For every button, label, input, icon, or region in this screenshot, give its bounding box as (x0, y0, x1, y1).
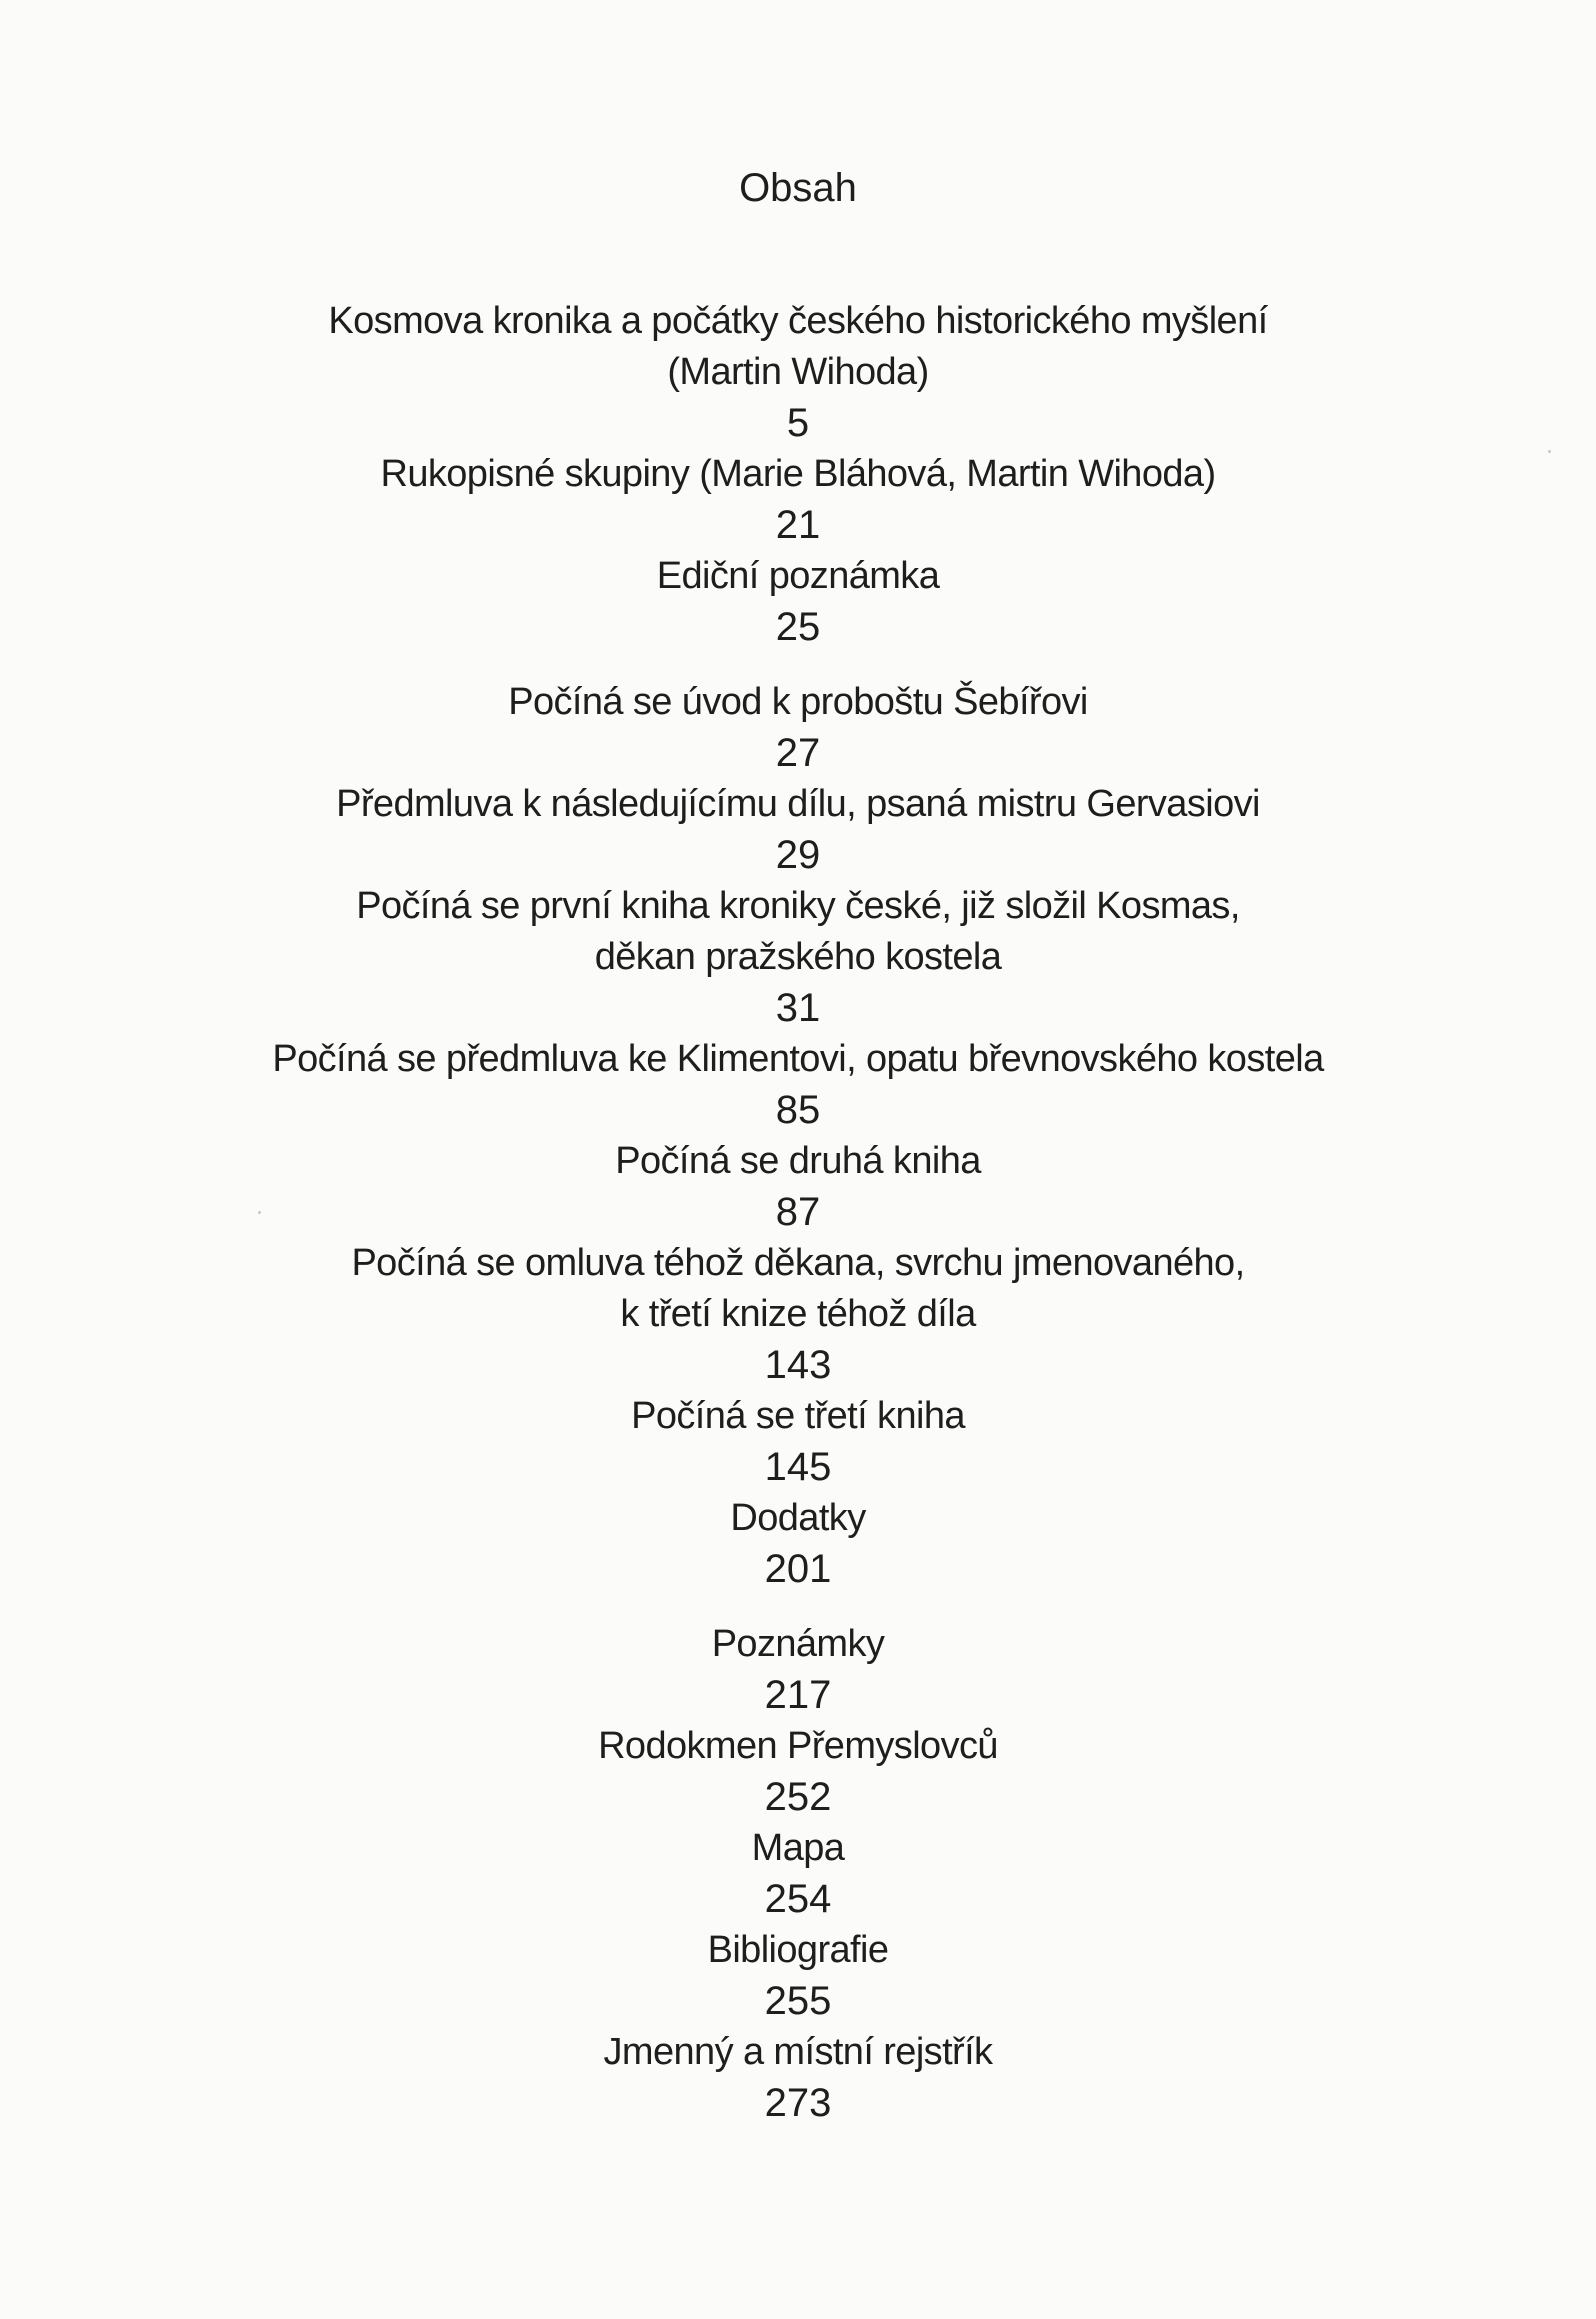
toc-entry-title: Počíná se druhá kniha (615, 1140, 981, 1182)
toc-entry (0, 296, 1596, 449)
toc-entry (0, 1493, 1596, 1595)
toc-entry-title: Bibliografie (707, 1929, 889, 1971)
toc-entry-page: 217 (764, 1673, 832, 1717)
toc-entry-page: 143 (764, 1343, 832, 1387)
toc-entry-page: 29 (775, 833, 821, 877)
toc-entry-page: 254 (764, 1877, 832, 1921)
toc-entry-title: Poznámky (711, 1623, 885, 1665)
toc-entry-title: Počíná se omluva téhož děkana, svrchu jmenovaného, k třetí knize téhož díla (351, 1242, 1245, 1335)
toc-entry-page: 273 (764, 2081, 832, 2125)
toc-entry-page: 5 (786, 401, 810, 445)
toc-entry-page: 31 (775, 986, 821, 1030)
toc-entry-page: 27 (775, 731, 821, 775)
toc-entry (0, 551, 1596, 653)
toc-entry-title: Dodatky (730, 1497, 866, 1539)
toc-entry (0, 1925, 1596, 2027)
toc-entry-title: Mapa (751, 1827, 845, 1869)
toc-entry (0, 449, 1596, 551)
toc-entry-page: 87 (775, 1190, 821, 1234)
toc-entry-title: Kosmova kronika a počátky českého historického myšlení (Martin Wihoda) (328, 300, 1268, 393)
toc-entry (0, 1823, 1596, 1925)
toc-entry-page: 201 (764, 1547, 832, 1591)
toc-entry (0, 1034, 1596, 1136)
toc-entry (0, 1238, 1596, 1391)
toc-entry (0, 677, 1596, 779)
toc-entry (0, 1391, 1596, 1493)
toc-entry-title: Rodokmen Přemyslovců (598, 1725, 998, 1767)
paper-speck (1548, 450, 1551, 453)
toc-entry-title: Počíná se první kniha kroniky české, již složil Kosmas, děkan pražského kostela (356, 885, 1240, 978)
toc-entry-title: Počíná se úvod k proboštu Šebířovi (508, 681, 1088, 723)
toc-entry-title: Ediční poznámka (656, 555, 940, 597)
toc-entry (0, 2027, 1596, 2129)
toc-entry-title: Předmluva k následujícímu dílu, psaná mistru Gervasiovi (336, 783, 1260, 825)
toc-entry-title: Počíná se třetí kniha (631, 1395, 965, 1437)
page-title: Obsah (739, 166, 857, 210)
toc-entry-title: Rukopisné skupiny (Marie Bláhová, Martin Wihoda) (380, 453, 1216, 495)
toc-entry (0, 779, 1596, 881)
toc-entry (0, 1136, 1596, 1238)
toc-entry-page: 255 (764, 1979, 832, 2023)
toc-entry-title: Počíná se předmluva ke Klimentovi, opatu břevnovského kostela (272, 1038, 1324, 1080)
table-of-contents (0, 272, 1596, 2129)
toc-entry (0, 1619, 1596, 1721)
toc-entry-page: 85 (775, 1088, 821, 1132)
toc-entry-page: 145 (764, 1445, 832, 1489)
toc-entry-page: 21 (775, 503, 821, 547)
toc-entry (0, 881, 1596, 1034)
toc-entry-page: 252 (764, 1775, 832, 1819)
toc-entry (0, 1721, 1596, 1823)
toc-entry-page: 25 (775, 605, 821, 649)
toc-entry-title: Jmenný a místní rejstřík (603, 2031, 993, 2073)
paper-speck (258, 1211, 261, 1214)
